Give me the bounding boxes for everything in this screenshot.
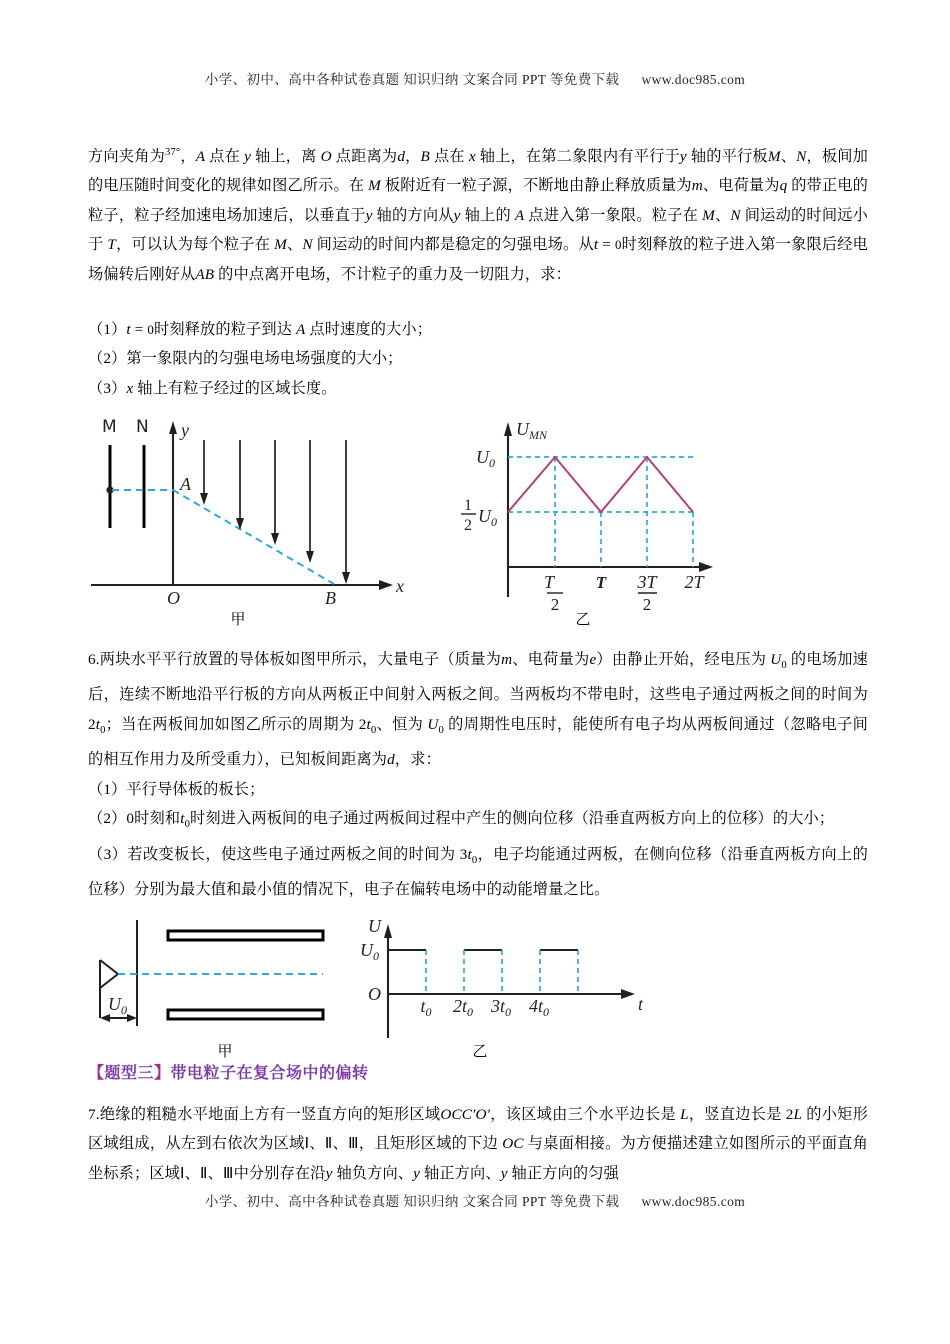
- upper-plate: [168, 931, 323, 940]
- chart2-xtick-3t0: $3t_0$: [490, 996, 512, 1019]
- question7-paragraph: 7.绝缘的粗糙水平地面上方有一竖直方向的矩形区域OCC′O′，该区域由三个水平边长是 L，竖直边长是 2L 的小矩形区域组成，从左到右依次为区域Ⅰ、Ⅱ、Ⅲ，且矩形区域的下边 OC 与桌面相接。为方便描述建立如图所示的平面直角坐标系；区域Ⅰ、Ⅱ、Ⅲ中分别存在沿y 轴负方向、y 轴正方向、y 轴正方向的匀强: [88, 1106, 868, 1182]
- figure-yi2-caption: 乙: [472, 1042, 488, 1060]
- u0-label: $U_0$: [108, 994, 127, 1017]
- plate-n-label: N: [136, 417, 149, 437]
- chart1-ytick-u0: $U_0$: [476, 447, 495, 470]
- svg-text:1: 1: [464, 497, 472, 514]
- figure-jia-caption: 甲: [230, 610, 246, 628]
- plate-m-label: M: [102, 417, 117, 437]
- chart2-origin-label: O: [368, 984, 381, 1004]
- question5-item-1: （1）t = 0时刻释放的粒子到达 A 点时速度的大小；: [88, 321, 433, 338]
- chart1-waveform: [508, 457, 693, 512]
- chart2-xtick-2t0: $2t_0$: [452, 996, 474, 1019]
- x-axis-arrow: [379, 580, 393, 590]
- figure-yi-triangular-wave: [448, 412, 748, 612]
- heading-bracket-close: 】: [154, 1063, 171, 1082]
- point-b-label: B: [325, 588, 336, 608]
- question5-item-3: （3）x 轴上有粒子经过的区域长度。: [88, 379, 337, 397]
- section-heading: [88, 1060, 868, 1086]
- watermark-footer-text: 小学、初中、高中各种试卷真题 知识归纳 文案合同 PPT 等免费下载: [204, 1194, 620, 1209]
- chart2-xtick-t0: $t_0$: [420, 996, 432, 1019]
- chart2-y-axis-label: U: [368, 916, 381, 936]
- svg-text:U0: $U_0$: [478, 506, 497, 529]
- chart2-gridlines: [426, 950, 578, 994]
- heading-label: 题型三: [104, 1063, 155, 1082]
- chart2-x-axis-label: t: [638, 994, 644, 1014]
- heading-title: 带电粒子在复合场中的偏转: [170, 1063, 369, 1082]
- u0-arrow-right: [127, 1014, 137, 1022]
- chart2-ytick-u0: $U_0$: [360, 940, 379, 963]
- chart1-y-arrow: [504, 422, 512, 436]
- chart2-xtick-4t0: $4t_0$: [528, 996, 550, 1019]
- u0-arrow-left: [100, 1014, 110, 1022]
- chart1-xtick-t: T: [595, 573, 607, 592]
- electron-gun-icon: [100, 960, 118, 988]
- figure-yi-caption: 乙: [575, 610, 591, 628]
- question5-figures: [0, 412, 950, 627]
- question6-figures: [0, 918, 950, 1078]
- question5-body: [88, 138, 868, 289]
- svg-text:2: 2: [464, 517, 472, 534]
- origin-label: O: [167, 588, 180, 608]
- question6-body: [88, 645, 868, 904]
- watermark-footer-url: www.doc985.com: [641, 1194, 746, 1209]
- chart1-x-arrow: [699, 562, 713, 572]
- question5-item-2: （2）第一象限内的匀强电场电场强度的大小；: [88, 350, 403, 368]
- x-axis-label: x: [396, 576, 404, 596]
- section-heading-block: [88, 1060, 868, 1086]
- point-a-label: A: [180, 474, 191, 494]
- chart1-y-axis-label: $U_{MN}$: [516, 419, 547, 442]
- watermark-text: 小学、初中、高中各种试卷真题 知识归纳 文案合同 PPT 等免费下载: [204, 72, 620, 87]
- y-axis-label: y: [181, 420, 189, 440]
- heading-bracket-open: 【: [88, 1063, 105, 1082]
- question5-paragraph: 方向夹角为$^{37^\circ}$，A 点在 y 轴上，离 O 点距离为d，B 点在 x 轴上，在第二象限内有平行于y 轴的平行板M、N，板间加的电压随时间变化的规律如图乙所示。在 M 板附近有一粒子源，不断地由静止释放质量为m、电荷量为q 的带正电的粒子，粒子经加速电场加速后，以垂直于y 轴的方向从y 轴上的 A 点进入第一象限。粒子在 M、N 间运动的时间远小于 T，可以认为每个粒子在 M、N 间运动的时间内都是稳定的匀强电场。从t = 0时刻释放的粒子进入第一象限后经电场偏转后刚好从AB 的中点离开电场，不计粒子的重力及一切阻力，求：: [88, 147, 869, 283]
- field-lines-group: [200, 440, 350, 584]
- svg-text:T: T: [543, 572, 555, 592]
- figure-yi-square-wave: [340, 918, 660, 1048]
- y-axis-arrow: [169, 421, 177, 434]
- chart1-ytick-half-u0: [461, 497, 497, 534]
- figure-jia2-caption: 甲: [217, 1042, 233, 1060]
- question6-item-1: （1）平行导体板的板长；: [88, 780, 265, 798]
- question6-item-3: （3）若改变板长，使这些电子通过两板之间的时间为 $3t_0$，电子均能通过两板，在侧向位移（沿垂直两板方向上的位移）分别为最大值和最小值的情况下，电子在偏转电场中的动能增量之比。: [88, 845, 869, 898]
- svg-text:2: 2: [550, 595, 560, 614]
- chart2-y-arrow: [384, 924, 392, 938]
- question6-paragraph: 6.两块水平平行放置的导体板如图甲所示，大量电子（质量为m、电荷量为e）由静止开始，经电压为 $U_0$ 的电场加速后，连续不断地沿平行板的方向从两板正中间射入两板之间。当两板均不带电时，这些电子通过两板之间的时间为 $2t_0$；当在两板间加如图乙所示的周期为 $2t_0$、恒为 $U_0$ 的周期性电压时，能使所有电子均从两板间通过（忽略电子间的相互作用力及所受重力），已知板间距离为d，求：: [88, 651, 869, 769]
- chart1-xtick-2t: 2T: [684, 572, 704, 592]
- watermark-url: www.doc985.com: [641, 72, 746, 87]
- figure-jia-parallel-plates: [88, 412, 468, 612]
- watermark-footer: [0, 1190, 950, 1210]
- watermark-header: [0, 68, 950, 88]
- question7-body: [88, 1100, 868, 1188]
- question5-subitems: [88, 315, 868, 403]
- chart2-x-arrow: [621, 989, 635, 999]
- svg-text:2: 2: [642, 595, 652, 614]
- svg-text:3T: 3T: [637, 572, 657, 592]
- lower-plate: [168, 1010, 323, 1019]
- question6-item-2: （2）0时刻和$t_0$时刻进入两板间的电子通过两板间过程中产生的侧向位移（沿垂直两板方向上的位移）的大小；: [88, 810, 835, 831]
